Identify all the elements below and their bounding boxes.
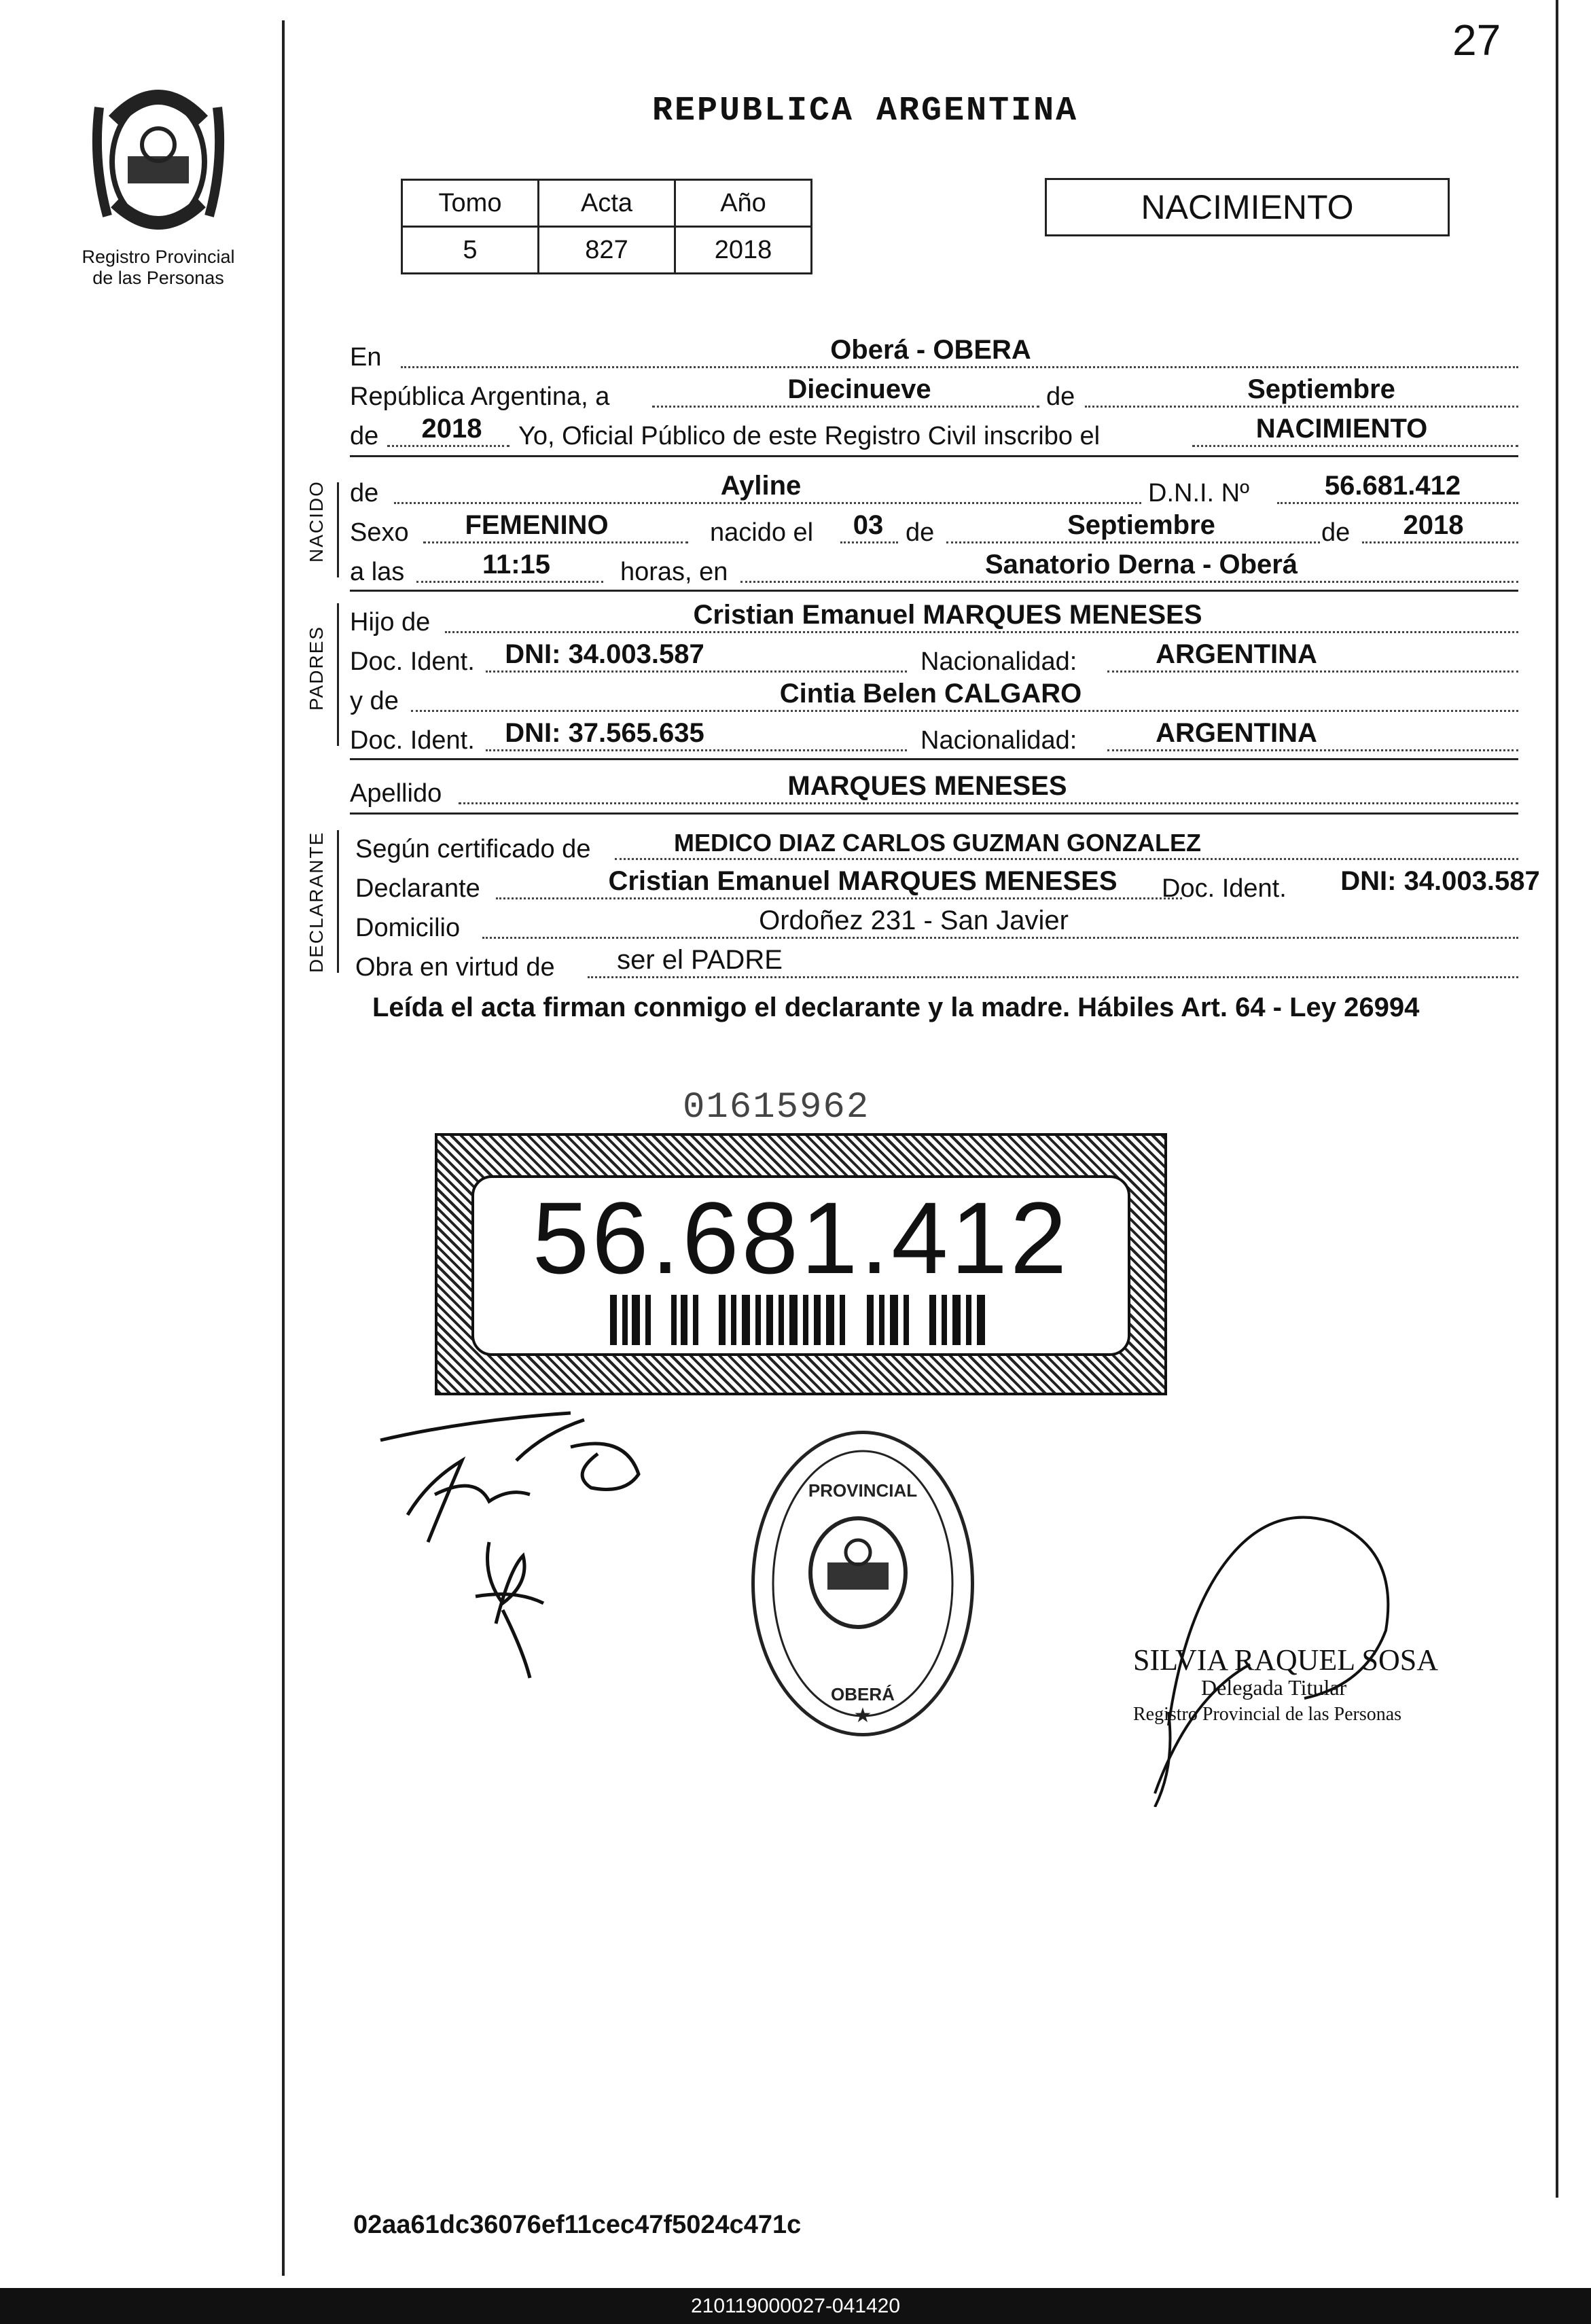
value-apellido: MARQUES MENESES (787, 771, 1067, 801)
logo-caption: Registro Provincial de las Personas (82, 247, 235, 288)
seal-ring-text-icon (755, 1434, 971, 1733)
row-lugar (350, 333, 1518, 374)
label-declarante: Declarante (355, 874, 480, 903)
label-nacido-el: nacido el (710, 518, 814, 547)
value-padre-doc: DNI: 34.003.587 (505, 639, 704, 669)
declarante-bracket (337, 830, 339, 973)
section-divider (350, 590, 1518, 592)
value-mes: Septiembre (1247, 374, 1395, 404)
row-hora (350, 548, 1518, 588)
section-divider (350, 758, 1518, 760)
value-acto: NACIMIENTO (1255, 414, 1428, 444)
value-domicilio: Ordoñez 231 - San Javier (759, 906, 1069, 935)
value-declarante: Cristian Emanuel MARQUES MENESES (608, 866, 1118, 896)
row-madre-doc (350, 716, 1518, 757)
side-label-declarante: DECLARANTE (306, 831, 327, 973)
value-anio: 2018 (675, 227, 812, 274)
side-label-nacido: NACIDO (306, 480, 327, 562)
section-divider (350, 812, 1518, 815)
svg-text:★: ★ (853, 1704, 872, 1727)
province-seal-icon (87, 80, 230, 243)
label-domicilio: Domicilio (355, 914, 461, 942)
header-anio: Año (675, 180, 812, 227)
dni-sticker-number: 56.681.412 (532, 1181, 1070, 1295)
label-apellido: Apellido (350, 779, 442, 808)
row-sexo (350, 508, 1518, 549)
row-declarante (350, 864, 1540, 905)
value-nac-anio: 2018 (1403, 510, 1464, 540)
value-declarante-doc: DNI: 34.003.587 (1340, 866, 1540, 896)
label-doc-ident: Doc. Ident. (350, 726, 475, 755)
document-hash: 02aa61dc36076ef11cec47f5024c471c (353, 2211, 802, 2239)
label-yo: Yo, Oficial Público de este Registro Civil inscribo el (518, 422, 1101, 450)
svg-text:PROVINCIAL: PROVINCIAL (808, 1480, 918, 1501)
value-sexo: FEMENINO (465, 510, 609, 540)
value-nombre: Ayline (720, 471, 802, 501)
row-obra (350, 943, 1518, 984)
value-madre-nac: ARGENTINA (1156, 718, 1317, 748)
dni-sticker (435, 1133, 1167, 1395)
row-certificado (350, 825, 1518, 865)
value-nac-dia: 03 (853, 510, 884, 540)
row-madre (350, 677, 1518, 717)
value-nac-mes: Septiembre (1067, 510, 1215, 540)
value-dia: Diecinueve (787, 374, 931, 404)
label-doc-ident-declarante: Doc. Ident. (1162, 874, 1287, 903)
dni-sticker-inner (471, 1175, 1130, 1356)
row-padre-doc (350, 637, 1518, 678)
row-domicilio (350, 904, 1518, 944)
row-padre (350, 598, 1518, 639)
label-hijo-de: Hijo de (350, 608, 431, 637)
header-acta: Acta (539, 180, 675, 227)
label-obra: Obra en virtud de (355, 953, 555, 982)
page-number: 27 (1452, 16, 1501, 65)
row-fecha (350, 372, 1518, 413)
label-de-mes: de (1046, 382, 1075, 411)
label-y-de: y de (350, 687, 399, 715)
barcode-icon (610, 1295, 990, 1345)
value-madre: Cintia Belen CALGARO (779, 679, 1082, 709)
label-segun: Según certificado de (355, 835, 591, 863)
padres-bracket (337, 603, 339, 746)
row-nombre (350, 469, 1518, 510)
label-de-anio: de (350, 422, 379, 450)
label-a-las: a las (350, 558, 405, 586)
label-de-nombre: de (350, 479, 379, 507)
value-padre-nac: ARGENTINA (1156, 639, 1317, 669)
row-apellido (350, 769, 1518, 810)
record-type-box: NACIMIENTO (1045, 178, 1450, 236)
label-en: En (350, 343, 382, 372)
side-label-padres: PADRES (306, 625, 327, 711)
label-nacionalidad: Nacionalidad: (920, 647, 1077, 676)
value-certificado: MEDICO DIAZ CARLOS GUZMAN GONZALEZ (674, 829, 1201, 857)
declarant-signature-icon (367, 1406, 666, 1692)
value-madre-doc: DNI: 37.565.635 (505, 718, 704, 748)
nacido-bracket (337, 482, 339, 577)
label-doc-ident: Doc. Ident. (350, 647, 475, 676)
value-hora: 11:15 (482, 550, 551, 579)
row-inscripcion (350, 412, 1518, 452)
label-republica: República Argentina, a (350, 382, 610, 411)
value-dni: 56.681.412 (1324, 471, 1461, 501)
official-name: SILVIA RAQUEL SOSA (1133, 1643, 1439, 1677)
section-divider (350, 455, 1518, 457)
label-sexo: Sexo (350, 518, 409, 547)
value-tomo: 5 (402, 227, 539, 274)
footer-id-bar: 210119000027-041420 (0, 2288, 1591, 2324)
value-lugar-nac: Sanatorio Derna - Oberá (984, 550, 1298, 579)
label-de-nac-anio: de (1321, 518, 1351, 547)
label-de-nac-mes: de (906, 518, 935, 547)
label-dni-nro: D.N.I. Nº (1148, 479, 1249, 507)
label-nacionalidad: Nacionalidad: (920, 726, 1077, 755)
label-horas-en: horas, en (620, 558, 728, 586)
official-organization: Registro Provincial de las Personas (1133, 1704, 1402, 1725)
closing-note: Leída el acta firman conmigo el declarante y la madre. Hábiles Art. 64 - Ley 26994 (372, 993, 1420, 1022)
record-table (401, 179, 812, 274)
header-tomo: Tomo (402, 180, 539, 227)
official-role: Delegada Titular (1201, 1675, 1347, 1700)
value-lugar: Oberá - OBERA (830, 335, 1031, 365)
serial-number: 01615962 (683, 1087, 870, 1128)
document-title: REPUBLICA ARGENTINA (652, 92, 1079, 130)
registry-logo (73, 80, 243, 289)
left-margin-line (282, 20, 285, 2276)
value-obra: ser el PADRE (617, 945, 783, 975)
value-anio: 2018 (421, 414, 482, 444)
value-padre: Cristian Emanuel MARQUES MENESES (693, 600, 1202, 630)
value-acta: 827 (539, 227, 675, 274)
registry-seal (751, 1431, 974, 1736)
svg-text:OBERÁ: OBERÁ (831, 1684, 895, 1704)
right-margin-line (1556, 0, 1558, 2198)
